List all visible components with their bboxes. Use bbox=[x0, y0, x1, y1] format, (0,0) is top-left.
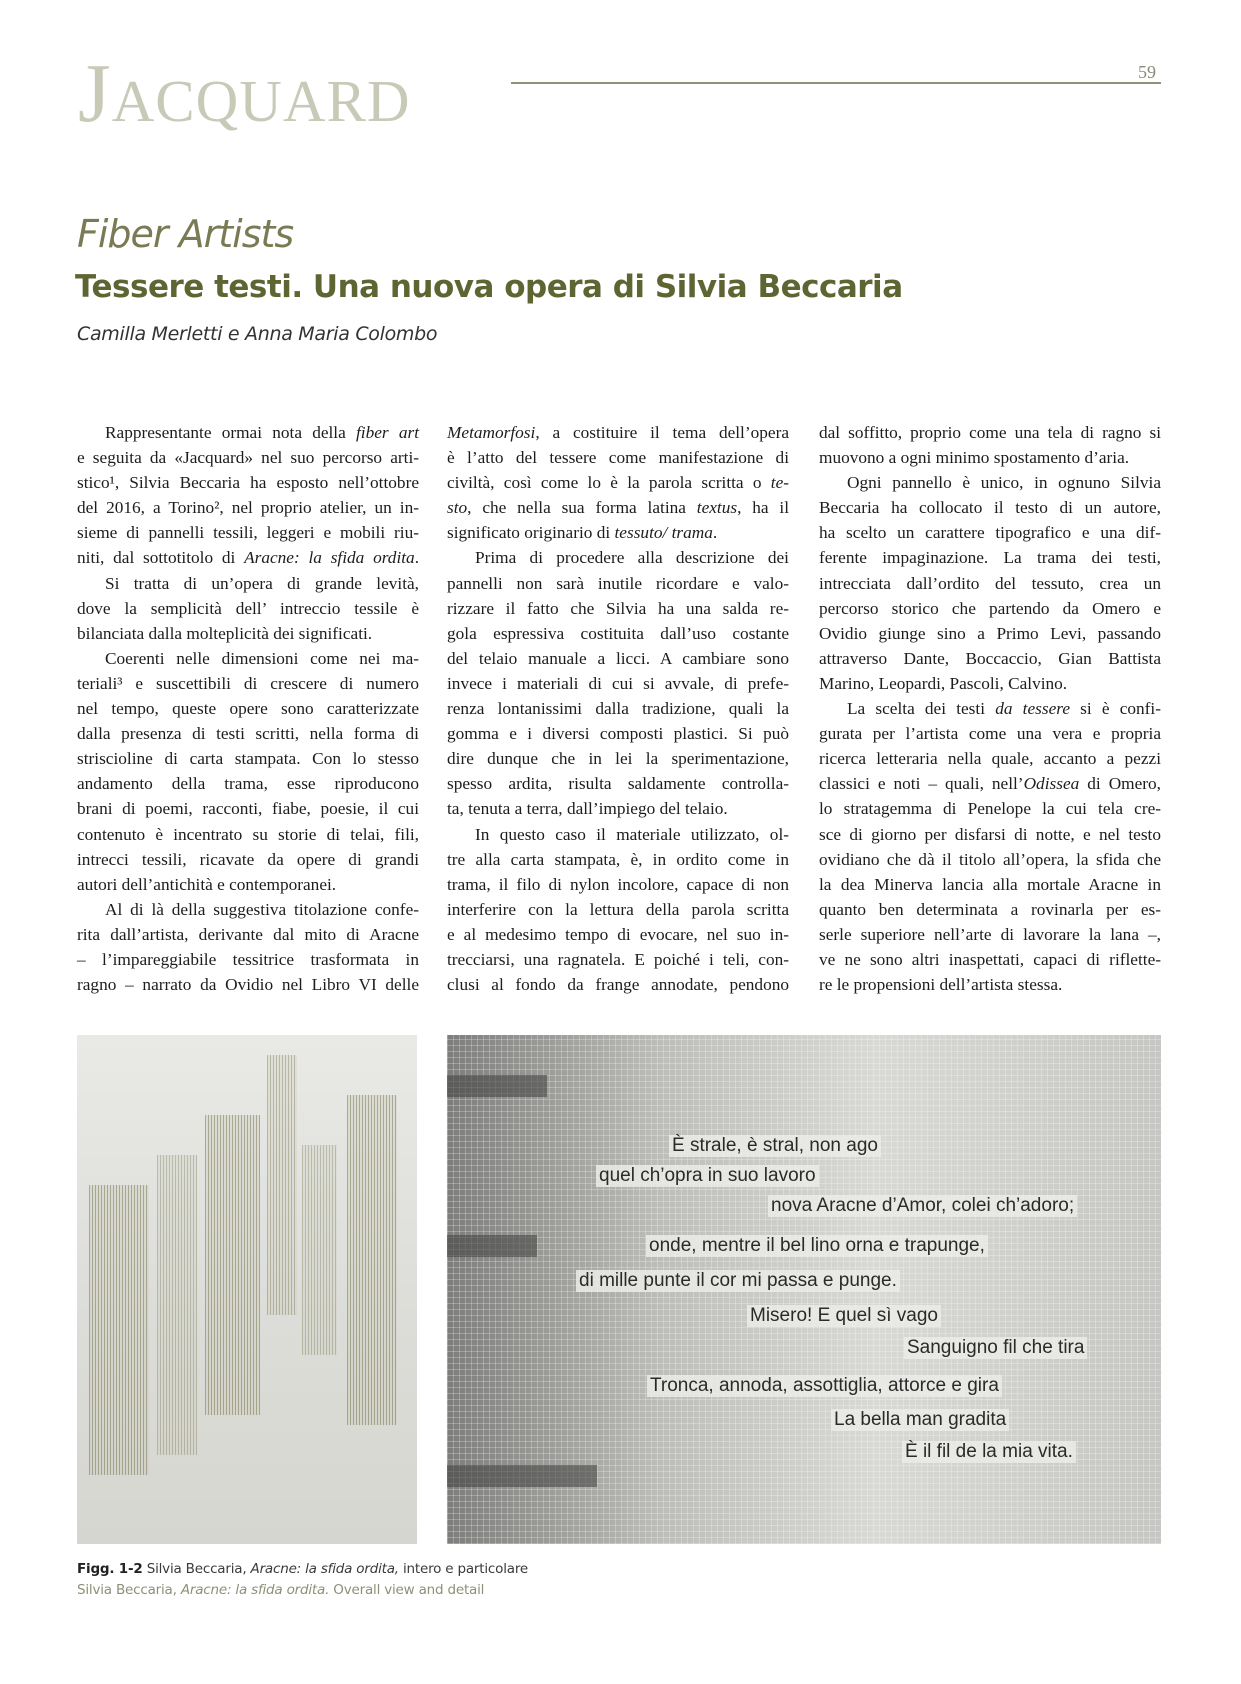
text-line: Coerenti nelle dimensioni come nei ma- bbox=[105, 648, 419, 668]
italic-text: Odissea bbox=[1023, 774, 1080, 794]
caption-rest: Overall view and detail bbox=[333, 1582, 485, 1598]
text-column-2 bbox=[447, 420, 789, 997]
text-line: lo stratagemma di Penelope la cui tela cre- bbox=[819, 799, 1161, 819]
text-line: Marino, Leopardi, Pascoli, Calvino. bbox=[819, 673, 1068, 693]
text-line: invece i materiali di cui si avvale, di prefe- bbox=[447, 673, 789, 693]
text-line: dalla presenza di testi scritti, nella forma di bbox=[77, 724, 419, 744]
text-line: trama, il filo di nylon incolore, capace di non bbox=[447, 874, 789, 894]
text-line: renza lontanissimi dalla tradizione, quali la bbox=[447, 699, 789, 719]
text-line: del telaio manuale a licci. A cambiare sono bbox=[447, 648, 789, 668]
hanging-panel bbox=[205, 1115, 260, 1415]
text-line: andamento della trama, esse riproducono bbox=[77, 774, 419, 794]
text-line: serle superiore nell’arte di lavorare la lana –, bbox=[819, 924, 1161, 944]
text-line: muovono a ogni minimo spostamento d’aria. bbox=[819, 448, 1130, 468]
caption-work: Aracne: la sfida ordita, bbox=[250, 1561, 399, 1577]
text-line: gola espressiva costituita dall’uso costante bbox=[447, 623, 789, 643]
text-line: In questo caso il materiale utilizzato, ol- bbox=[475, 824, 789, 844]
text-line: la dea Minerva lancia alla mortale Aracne in bbox=[819, 874, 1161, 894]
text-line: ovidiano che dà il titolo all’opera, la sfida che bbox=[819, 849, 1161, 869]
hanging-panel bbox=[267, 1055, 297, 1315]
hanging-panel bbox=[347, 1095, 397, 1425]
page-number: 59 bbox=[1138, 62, 1156, 82]
figure-2-detail-photo bbox=[447, 1035, 1161, 1544]
text-line: brani di poemi, racconti, fiabe, poesie, il cui bbox=[77, 799, 419, 819]
text-line: gurata per l’artista come una vera e propria bbox=[819, 724, 1161, 744]
text-line: Rappresentante ormai nota della fiber art bbox=[105, 423, 419, 442]
text-column-1 bbox=[77, 420, 419, 997]
text-line: tre alla carta stampata, è, in ordito come in bbox=[447, 849, 789, 869]
header-rule bbox=[511, 82, 1161, 84]
italic-text: textus bbox=[696, 498, 738, 518]
text-line: Beccaria ha collocato il testo di un autore, bbox=[819, 498, 1161, 518]
caption-artist: Silvia Beccaria, bbox=[146, 1561, 247, 1577]
text-line: dal soffitto, proprio come una tela di ragno si bbox=[819, 423, 1161, 442]
poem-line: onde, mentre il bel lino orna e trapunge, bbox=[646, 1235, 988, 1257]
text-line: significato originario di tessuto/ trama. bbox=[447, 523, 718, 543]
text-line: Si tratta di un’opera di grande levità, bbox=[105, 573, 419, 593]
text-line: e al medesimo tempo di evocare, nel suo in- bbox=[447, 924, 789, 944]
text-line: nel tempo, queste opere sono caratterizzate bbox=[77, 699, 419, 719]
italic-text: fiber art bbox=[355, 423, 419, 442]
text-line: Ovidio giunge sino a Primo Levi, passando bbox=[819, 623, 1161, 643]
text-line: contenuto è incentrato su storie di telai, fili, bbox=[77, 824, 419, 844]
text-line: Metamorfosi, a costituire il tema dell’opera bbox=[447, 423, 789, 442]
caption-work: Aracne: la sfida ordita. bbox=[180, 1582, 330, 1598]
text-line: Al di là della suggestiva titolazione confe- bbox=[105, 899, 419, 919]
caption-rest: intero e particolare bbox=[402, 1561, 528, 1577]
text-line: del 2016, a Torino², nel proprio atelier, un in- bbox=[77, 498, 419, 518]
text-line: civiltà, così come lo è la parola scritta o te- bbox=[447, 473, 789, 493]
figure-caption-italian bbox=[77, 1560, 528, 1578]
text-line: rizzare il fatto che Silvia ha una salda re- bbox=[447, 598, 789, 618]
figure-1-overall-photo bbox=[77, 1035, 417, 1544]
text-line: – l’impareggiabile tessitrice trasformata in bbox=[77, 949, 419, 969]
figure-label: Figg. 1-2 bbox=[77, 1561, 143, 1577]
italic-text: da tessere bbox=[995, 699, 1070, 719]
poem-line: La bella man gradita bbox=[831, 1409, 1009, 1431]
poem-line: Misero! E quel sì vago bbox=[747, 1305, 941, 1327]
text-line: Ogni pannello è unico, in ognuno Silvia bbox=[847, 473, 1161, 493]
text-line: spesso ardita, risulta saldamente controlla- bbox=[447, 774, 789, 794]
text-line: percorso storico che partendo da Omero e bbox=[819, 598, 1161, 618]
masthead-logo: Jacquard bbox=[78, 47, 411, 140]
poem-line: È strale, è stral, non ago bbox=[669, 1135, 881, 1157]
text-line: striscioline di carta stampata. Con lo stesso bbox=[77, 749, 419, 769]
text-line: pannelli non sarà inutile ricordare e valo- bbox=[447, 573, 789, 593]
text-line: niti, dal sottotitolo di Aracne: la sfida ordita. bbox=[77, 548, 420, 568]
text-line: ha scelto un carattere tipografico e una dif- bbox=[819, 523, 1161, 543]
italic-text: sto bbox=[447, 498, 468, 518]
italic-text: te- bbox=[770, 473, 789, 493]
text-line: sto, che nella sua forma latina textus, ha il bbox=[447, 498, 790, 518]
text-line: rita dall’artista, derivante dal mito di Aracne bbox=[77, 924, 419, 944]
text-line: ragno – narrato da Ovidio nel Libro VI delle bbox=[77, 975, 419, 995]
text-line: intrecci tessili, ricavate da opere di grandi bbox=[77, 849, 419, 869]
text-line: teriali³ e suscettibili di crescere di numero bbox=[77, 673, 419, 693]
article-title: Tessere testi. Una nuova opera di Silvia Beccaria bbox=[75, 269, 903, 305]
text-line: ve ne sono altri inaspettati, capaci di riflette- bbox=[819, 949, 1161, 969]
poem-line: Sanguigno fil che tira bbox=[904, 1337, 1087, 1359]
text-line: intrecciata dall’ordito del tessuto, crea un bbox=[819, 573, 1161, 593]
text-line: bilanciata dalla molteplicità dei significati. bbox=[77, 623, 373, 643]
text-line: La scelta dei testi da tessere si è confi- bbox=[847, 699, 1161, 719]
italic-text: tessuto/ trama bbox=[614, 523, 713, 543]
italic-text: Aracne: la sfida ordita bbox=[244, 548, 415, 568]
text-line: dove la semplicità dell’ intreccio tessile è bbox=[77, 598, 419, 618]
figure-caption-english bbox=[77, 1581, 484, 1599]
poem-line: Tronca, annoda, assottiglia, attorce e gira bbox=[647, 1375, 1002, 1397]
hanging-panel bbox=[89, 1185, 149, 1475]
text-line: sieme di pannelli tessili, leggeri e mobili riu- bbox=[77, 523, 419, 543]
hanging-panel bbox=[157, 1155, 197, 1455]
text-line: ricerca letteraria nella quale, accanto a pezzi bbox=[819, 749, 1161, 769]
poem-line: nova Aracne d’Amor, colei ch’adoro; bbox=[768, 1195, 1077, 1217]
text-line: ferente impaginazione. La trama dei testi, bbox=[819, 548, 1161, 568]
text-line: interferire con la lettura della parola scritta bbox=[447, 899, 789, 919]
text-line: è l’atto del tessere come manifestazione di bbox=[447, 448, 789, 468]
section-label: Fiber Artists bbox=[77, 212, 294, 256]
poem-line: di mille punte il cor mi passa e punge. bbox=[576, 1270, 900, 1292]
poem-line: quel ch’opra in suo lavoro bbox=[596, 1165, 819, 1187]
text-line: classici e noti – quali, nell’Odissea di Omero, bbox=[819, 774, 1161, 794]
text-strip bbox=[447, 1235, 537, 1257]
text-strip bbox=[447, 1465, 597, 1487]
poem-line: È il fil de la mia vita. bbox=[902, 1441, 1076, 1463]
text-column-3 bbox=[819, 420, 1161, 997]
text-line: dire dunque che in lei la sperimentazione, bbox=[447, 749, 789, 769]
text-line: ta, tenuta a terra, dall’impiego del telaio. bbox=[447, 799, 728, 819]
italic-text: Metamorfosi bbox=[447, 423, 536, 442]
text-line: quanto ben determinata a rovinarla per es- bbox=[819, 899, 1161, 919]
text-line: e seguita da «Jacquard» nel suo percorso arti- bbox=[77, 448, 419, 468]
text-line: gomma e i diversi composti plastici. Si può bbox=[447, 724, 789, 744]
text-line: stico¹, Silvia Beccaria ha esposto nell’ottobre bbox=[77, 473, 419, 493]
text-strip bbox=[447, 1075, 547, 1097]
text-line: sce di giorno per disfarsi di notte, e nel testo bbox=[819, 824, 1161, 844]
text-line: attraverso Dante, Boccaccio, Gian Battista bbox=[819, 648, 1161, 668]
text-line: re le propensioni dell’artista stessa. bbox=[819, 975, 1063, 995]
text-line: trecciarsi, una ragnatela. E poiché i teli, con- bbox=[447, 949, 789, 969]
text-line: clusi al fondo da frange annodate, pendono bbox=[447, 975, 789, 995]
article-authors: Camilla Merletti e Anna Maria Colombo bbox=[77, 323, 438, 345]
hanging-panel bbox=[302, 1145, 337, 1355]
text-line: autori dell’antichità e contemporanei. bbox=[77, 874, 337, 894]
text-line: Prima di procedere alla descrizione dei bbox=[475, 548, 789, 568]
caption-artist: Silvia Beccaria, bbox=[77, 1582, 177, 1598]
